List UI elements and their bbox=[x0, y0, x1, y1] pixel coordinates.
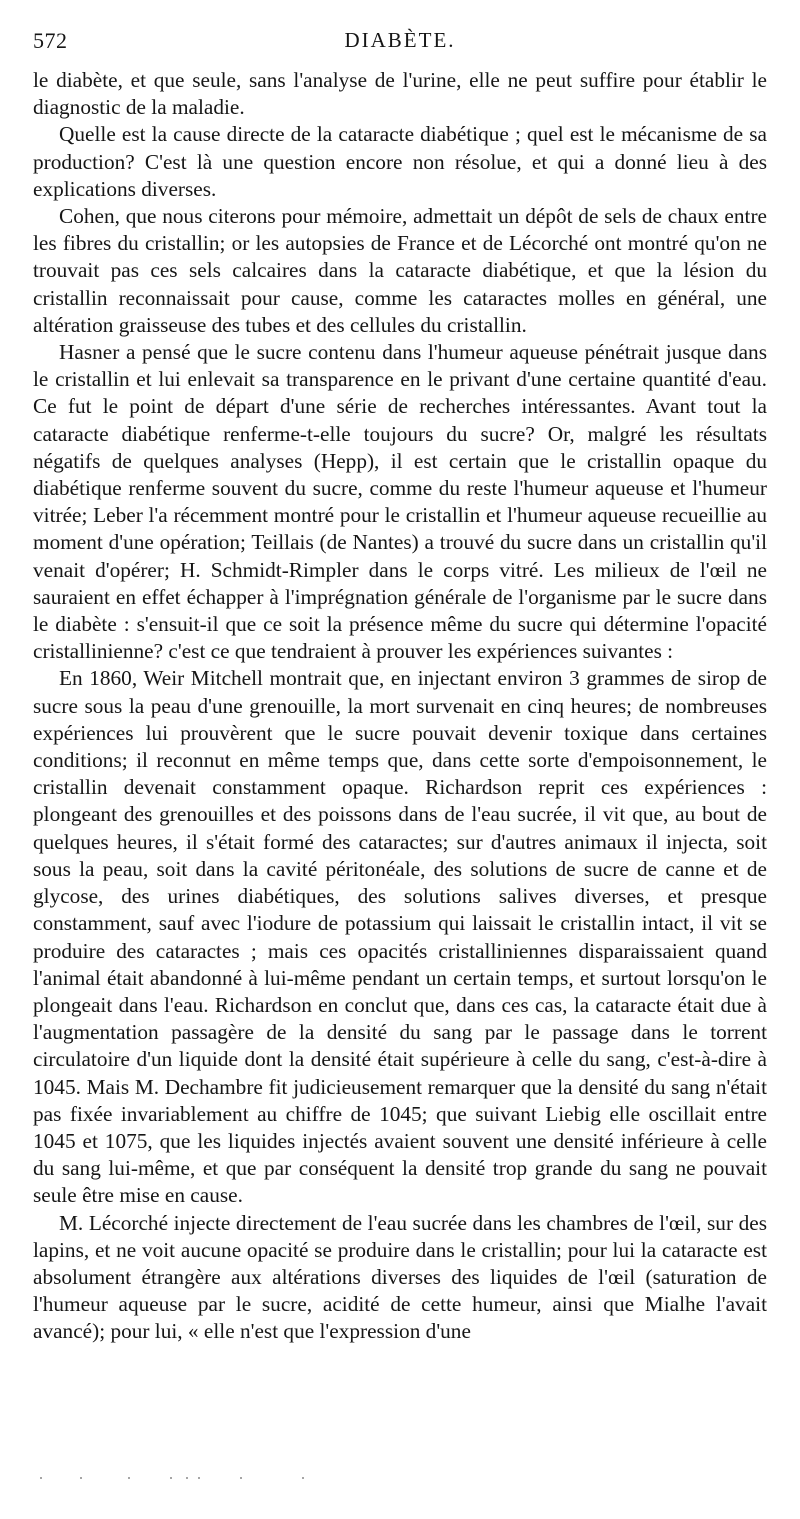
running-head bbox=[33, 28, 767, 58]
body-text bbox=[33, 67, 767, 1346]
paragraph-cohen: Cohen, que nous citerons pour mémoire, admettait un dépôt de sels de chaux entre les fibres du cristallin; or les autopsies de France et de Lécorché ont montré qu'on ne trouvait pas ces sels calcaires dans la cataracte diabétique, et que la lésion du cristallin reconnaissait pour cause, comme les cataractes molles en général, une altération graisseuse des tubes et des cellules du cristallin. bbox=[33, 204, 767, 337]
print-specks bbox=[40, 1474, 400, 1482]
paragraph-cause-question: Quelle est la cause directe de la cataracte diabétique ; quel est le mécanisme de sa production? C'est là une question encore non résolue, et qui a donné lieu à des explications diverses. bbox=[33, 122, 767, 201]
paragraph-lecorche: M. Lécorché injecte directement de l'eau sucrée dans les chambres de l'œil, sur des lapins, et ne voit aucune opacité se produire dans le cristallin; pour lui la cataracte est absolument étrangère aux altérations diverses des liquides de l'œil (saturation de l'humeur aqueuse par le sucre, acidité de cette humeur, ainsi que Mialhe l'avait avancé); pour lui, « elle n'est que l'expression d'une bbox=[33, 1210, 767, 1344]
paragraph-continuation: le diabète, et que seule, sans l'analyse de l'urine, elle ne peut suffire pour établir le diagnostic de la maladie. bbox=[33, 68, 767, 120]
paragraph-hasner: Hasner a pensé que le sucre contenu dans l'humeur aqueuse pénétrait jusque dans le cristallin et lui enlevait sa transparence en le privant d'une certaine quantité d'eau. Ce fut le point de départ d'une série de recherches intéressantes. Avant tout la cataracte diabétique renferme-t-elle toujours du sucre? Or, malgré les résultats négatifs de quelques analyses (Hepp), il est certain que le cristallin opaque du diabétique renferme souvent du sucre, comme du reste l'humeur aqueuse et l'humeur vitrée; Leber l'a récemment montré pour le cristallin et l'humeur aqueuse recueillie au moment d'une opération; Teillais (de Nantes) a trouvé du sucre dans un cristallin qu'il venait d'opérer; H. Schmidt-Rimpler dans le corps vitré. Les milieux de l'œil ne sauraient en effet échapper à l'imprégnation générale de l'organisme par le sucre dans le diabète : s'ensuit-il que ce soit la présence même du sucre qui détermine l'opacité cristallinienne? c'est ce que tendraient à prouver les expériences suivantes : bbox=[33, 340, 767, 664]
paragraph-weir-mitchell: En 1860, Weir Mitchell montrait que, en injectant environ 3 grammes de sirop de sucre sous la peau d'une grenouille, la mort survenait en cinq heures; de nombreuses expériences lui prouvèrent que le sucre pouvait devenir toxique dans certaines conditions; il reconnut en même temps que, dans cette sorte d'empoisonnement, le cristallin devenait constamment opaque. Richardson reprit ces expériences : plongeant des grenouilles et des poissons dans de l'eau sucrée, il vit que, au bout de quelques heures, il s'était formé des cataractes; sur d'autres animaux il injecta, soit sous la peau, soit dans la cavité péritonéale, des solutions de sucre de canne et de glycose, des urines diabétiques, des solutions salives diverses, et presque constamment, sauf avec l'iodure de potassium qui laissait le cristallin intact, il vit se produire des cataractes ; mais ces opacités cristalliniennes disparaissaient quand l'animal était abandonné à lui-même pendant un certain temps, et surtout lorsqu'on le plongeait dans l'eau. Richardson en conclut que, dans ces cas, la cataracte était due à l'augmentation passagère de la densité du sang par le passage dans le torrent circulatoire d'un liquide dont la densité était supérieure à celle du sang, c'est-à-dire à 1045. Mais M. Dechambre fit judicieusement remarquer que la densité du sang n'était pas fixée invariablement au chiffre de 1045; que suivant Liebig elle oscillait entre 1045 et 1075, que les liquides injectés avaient souvent une densité inférieure à celle du sang lui-même, et que par conséquent la densité trop grande du sang ne pouvait seule être mise en cause. bbox=[33, 666, 767, 1208]
page-number: 572 bbox=[33, 28, 68, 53]
running-title: DIABÈTE. bbox=[344, 28, 456, 52]
